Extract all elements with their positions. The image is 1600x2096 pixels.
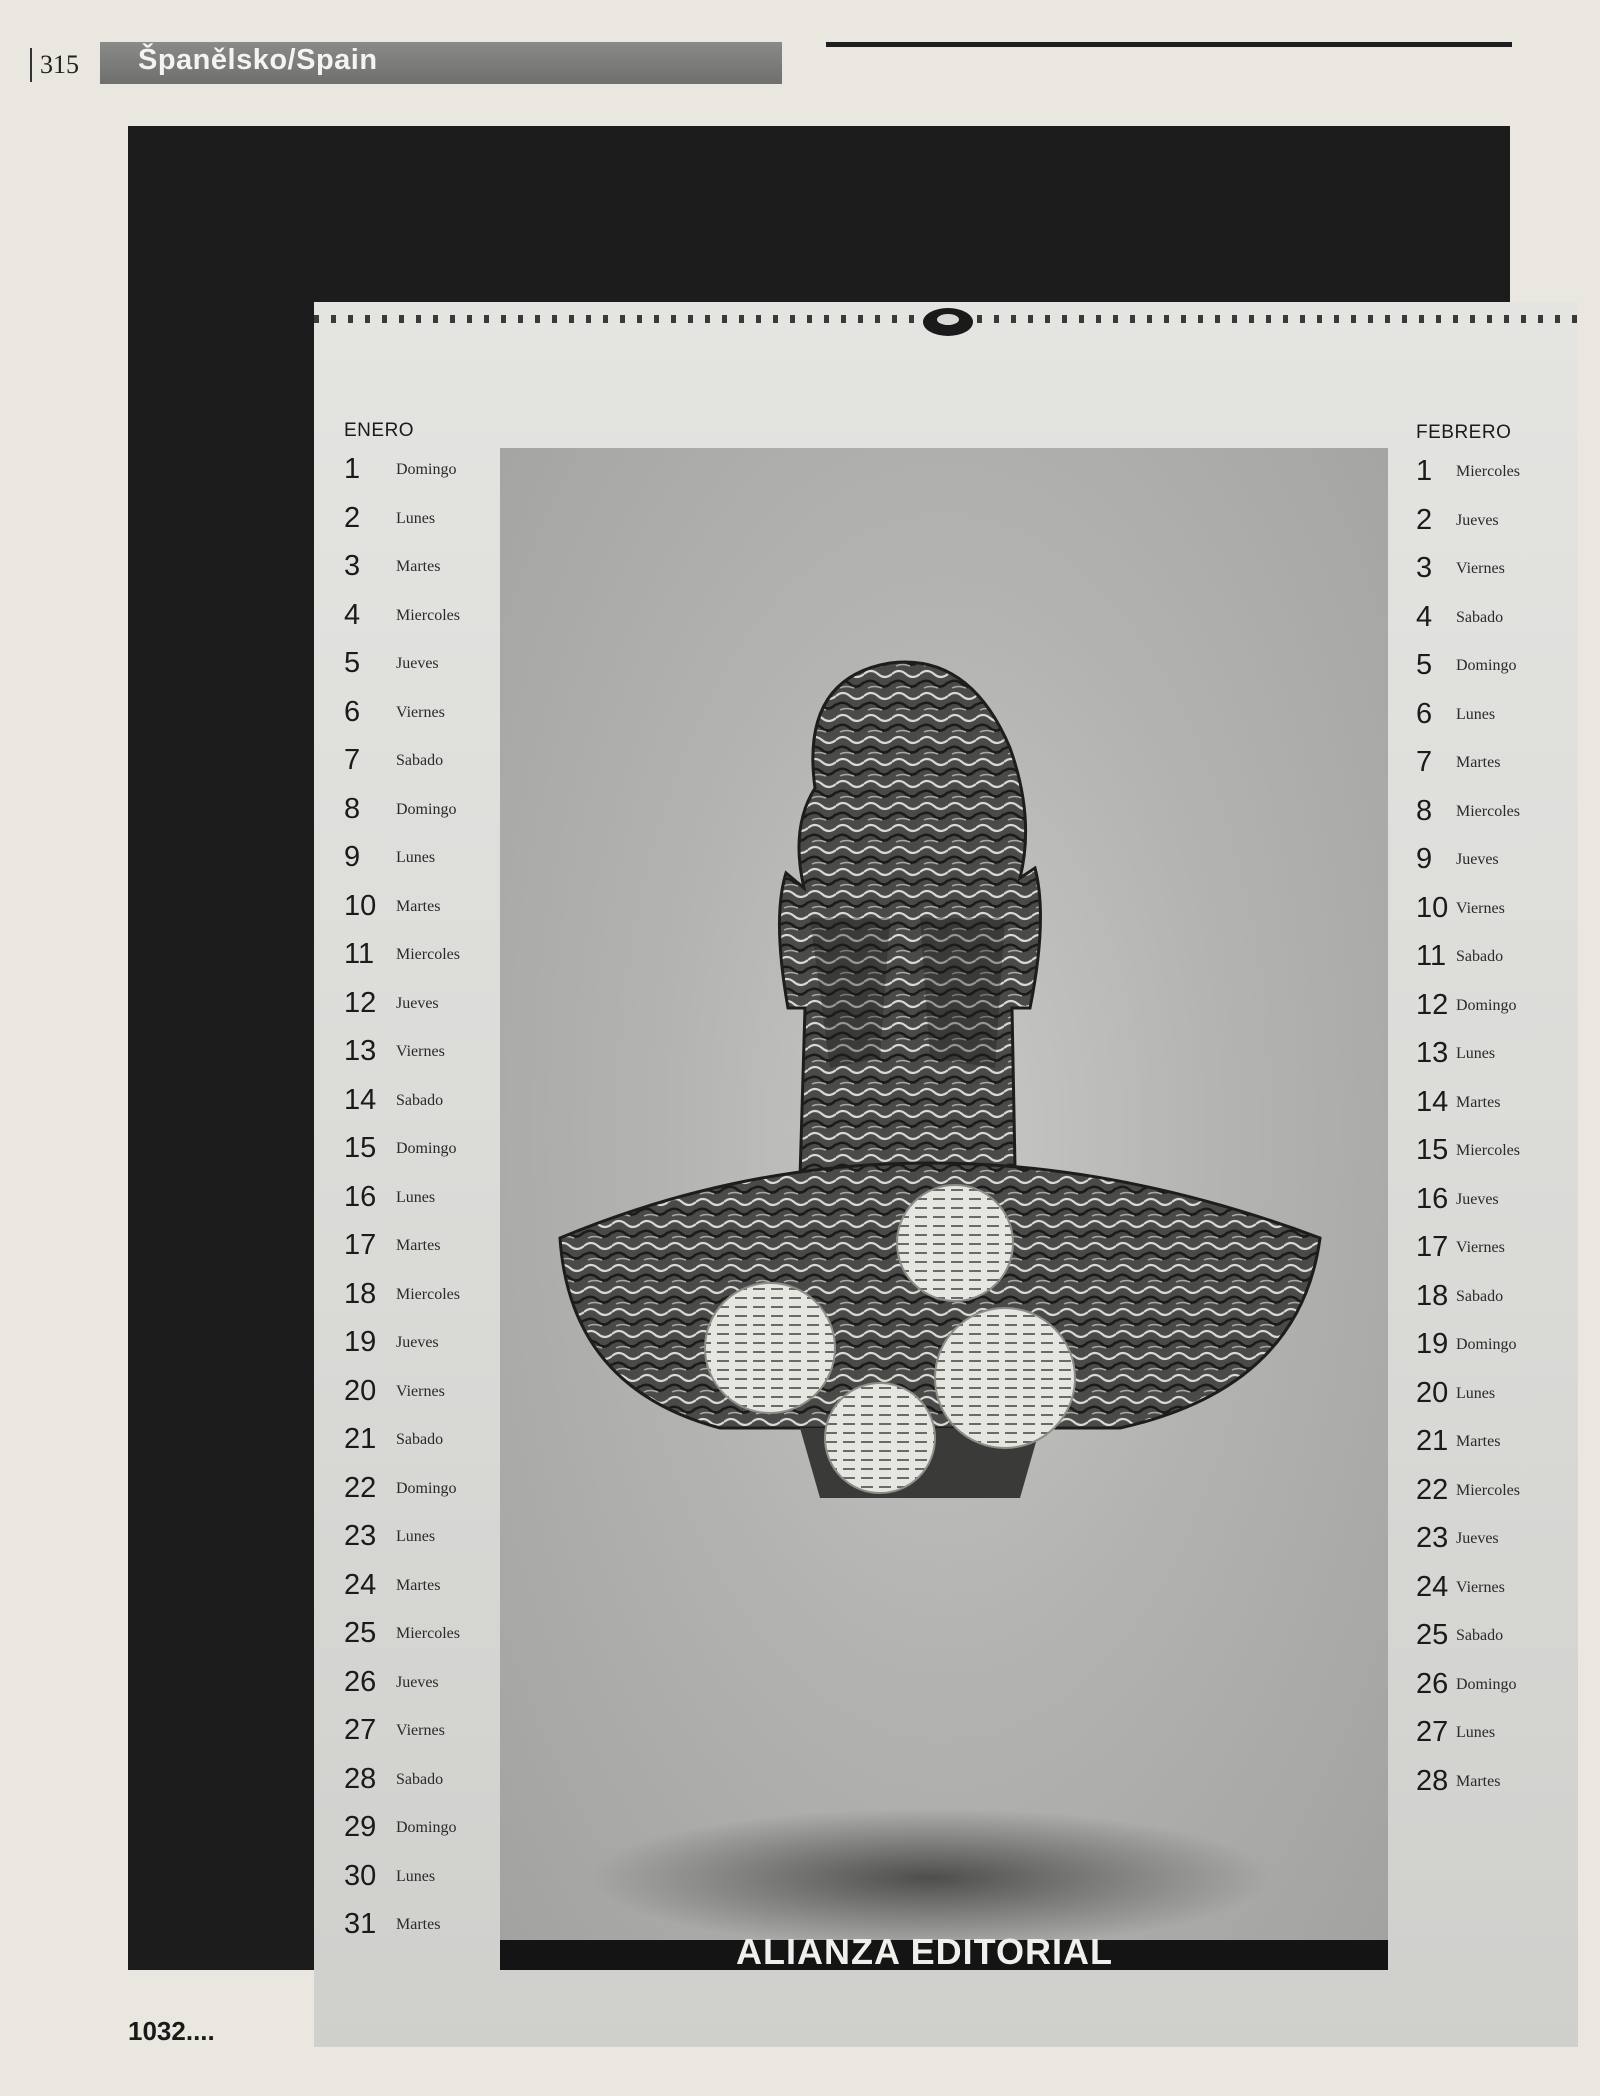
day-name: Martes [396,1576,441,1594]
day-name: Lunes [1456,705,1496,723]
day-number: 13 [1416,1037,1449,1069]
day-number: 28 [1416,1764,1449,1797]
day-row [1416,1667,1566,1716]
day-number: 25 [344,1617,377,1649]
day-name: Viernes [396,1722,445,1739]
day-row [344,743,534,792]
day-row [1416,1715,1566,1764]
day-name: Lunes [1456,1724,1496,1741]
day-row [1416,454,1566,503]
day-name: Domingo [396,461,457,478]
day-number: 9 [344,841,361,873]
day-name: Miercoles [1456,1481,1520,1499]
day-name: Lunes [396,1528,436,1545]
floor-shadow [590,1808,1270,1948]
day-row [344,598,534,647]
day-row [344,792,534,841]
day-number: 29 [344,1811,377,1843]
footer-code: 1032.... [128,2016,215,2046]
day-number: 20 [344,1374,377,1407]
day-row [1416,1424,1566,1473]
day-row [344,1810,534,1859]
day-name: Domingo [396,1140,457,1157]
day-number: 11 [1416,940,1447,972]
day-name: Sabado [396,752,444,769]
day-name: Martes [396,897,441,915]
day-name: Lunes [396,1188,436,1206]
day-row [1416,891,1566,940]
face-shading [920,918,1005,1068]
day-name: Domingo [1456,996,1517,1014]
january-days [344,452,534,1956]
day-row [344,646,534,695]
day-name: Lunes [396,1867,436,1885]
day-row [344,1713,534,1762]
day-row [344,1325,534,1374]
day-name: Viernes [1456,899,1505,917]
day-number: 3 [344,550,361,582]
photo-frame [128,126,1520,1972]
day-number: 5 [344,647,361,679]
day-row [1416,1521,1566,1570]
day-number: 1 [344,453,361,485]
day-row [344,889,534,938]
day-name: Miercoles [396,1285,460,1303]
day-row [344,1228,534,1277]
day-name: Miercoles [1456,1142,1520,1159]
day-number: 2 [344,501,361,534]
day-row [344,1180,534,1229]
day-row [1416,1764,1566,1813]
january-column [344,420,534,1956]
day-number: 10 [1416,891,1449,924]
day-number: 13 [344,1035,377,1067]
day-row [1416,1133,1566,1182]
day-row [1416,1473,1566,1522]
day-number: 18 [344,1277,377,1310]
day-number: 22 [344,1471,377,1504]
day-row [344,1374,534,1423]
day-number: 11 [344,938,375,970]
day-number: 28 [344,1762,377,1795]
header-rule [826,42,1512,47]
brand-text: ALIANZA EDITORIAL [736,1931,1113,1972]
day-name: Sabado [1456,1627,1504,1644]
day-name: Jueves [396,655,439,672]
day-number: 6 [344,695,361,728]
day-name: Lunes [396,849,436,866]
day-row [344,1665,534,1714]
paper-ball [897,1185,1013,1301]
day-name: Viernes [1456,560,1505,577]
day-name: Martes [396,558,441,575]
day-number: 31 [344,1908,377,1940]
day-name: Martes [1456,1093,1501,1111]
day-row [1416,1570,1566,1619]
day-number: 7 [344,744,361,776]
paper-ball [935,1308,1075,1448]
day-row [1416,503,1566,552]
day-name: Martes [1456,1772,1501,1790]
february-days [1416,454,1566,1812]
day-number: 4 [344,598,361,631]
day-number: 26 [1416,1667,1449,1700]
day-number: 16 [1416,1182,1449,1215]
day-number: 23 [1416,1522,1449,1554]
day-name: Lunes [396,509,436,527]
day-row [1416,1230,1566,1279]
day-row [1416,988,1566,1037]
day-number: 25 [1416,1619,1449,1651]
day-row [1416,1327,1566,1376]
calendar-sheet [314,302,1578,2047]
sculpture-illustration [500,448,1388,1958]
day-row [344,1034,534,1083]
day-row [1416,939,1566,988]
day-row [344,1131,534,1180]
day-name: Jueves [396,1334,439,1351]
day-row [344,549,534,598]
day-row [344,1422,534,1471]
day-number: 19 [344,1326,377,1358]
day-row [344,1568,534,1617]
day-name: Domingo [1456,657,1517,674]
day-name: Miercoles [1456,802,1520,820]
paper-ball [705,1283,835,1413]
day-number: 5 [1416,649,1433,681]
month-name-february: FEBRERO [1416,422,1512,443]
day-name: Lunes [1456,1045,1496,1062]
day-number: 16 [344,1180,377,1213]
day-name: Miercoles [396,1625,460,1642]
day-name: Miercoles [396,946,460,963]
day-name: Viernes [396,1382,445,1400]
day-number: 20 [1416,1376,1449,1409]
day-name: Jueves [396,1673,439,1691]
day-name: Martes [1456,754,1501,771]
day-number: 27 [344,1714,377,1746]
day-number: 19 [1416,1328,1449,1360]
day-row [1416,842,1566,891]
day-row [1416,794,1566,843]
day-number: 17 [344,1229,377,1261]
day-name: Sabado [1456,608,1504,626]
day-number: 12 [344,986,377,1019]
paper-ball [825,1383,935,1493]
day-number: 15 [344,1132,377,1164]
day-number: 21 [344,1423,377,1455]
day-name: Jueves [1456,851,1499,868]
day-row [1416,697,1566,746]
day-row [344,452,534,501]
day-number: 8 [344,792,361,825]
hanger-hole-icon [920,305,976,339]
day-number: 8 [1416,794,1433,827]
day-row [344,840,534,889]
day-number: 21 [1416,1425,1449,1457]
day-name: Viernes [1456,1239,1505,1256]
day-number: 26 [344,1665,377,1698]
page-number: 315 [30,48,79,82]
day-name: Miercoles [396,606,460,624]
day-row [1416,600,1566,649]
day-row [344,1519,534,1568]
day-row [1416,745,1566,794]
day-number: 24 [344,1568,377,1601]
month-name-january: ENERO [344,420,415,441]
day-number: 10 [344,889,377,922]
day-name: Domingo [396,1819,457,1836]
day-row [344,986,534,1035]
day-name: Domingo [396,1479,457,1497]
day-number: 14 [344,1083,377,1116]
header-title: Španělsko/Spain [138,44,378,76]
day-number: 3 [1416,552,1433,584]
day-name: Domingo [1456,1336,1517,1353]
day-name: Sabado [1456,948,1504,965]
day-name: Jueves [1456,511,1499,529]
day-number: 18 [1416,1279,1449,1312]
day-number: 12 [1416,988,1449,1021]
day-row [1416,551,1566,600]
day-row [344,937,534,986]
day-row [344,501,534,550]
day-number: 14 [1416,1085,1449,1118]
day-number: 1 [1416,455,1433,487]
day-name: Jueves [1456,1190,1499,1208]
day-number: 23 [344,1520,377,1552]
day-row [344,695,534,744]
day-name: Lunes [1456,1384,1496,1402]
day-number: 17 [1416,1231,1449,1263]
day-number: 2 [1416,503,1433,536]
day-name: Jueves [1456,1530,1499,1547]
day-row [344,1907,534,1956]
february-column [1416,422,1566,1812]
day-number: 7 [1416,746,1433,778]
day-name: Domingo [396,800,457,818]
day-name: Martes [396,1237,441,1254]
day-row [344,1762,534,1811]
day-name: Miercoles [1456,463,1520,480]
day-name: Sabado [396,1091,444,1109]
day-row [344,1859,534,1908]
day-name: Viernes [396,1043,445,1060]
day-number: 27 [1416,1716,1449,1748]
day-row [344,1471,534,1520]
day-row [1416,1036,1566,1085]
day-row [344,1616,534,1665]
day-row [344,1277,534,1326]
photo-area [500,448,1388,1958]
day-number: 15 [1416,1134,1449,1166]
day-number: 4 [1416,600,1433,633]
day-name: Viernes [396,703,445,721]
day-number: 22 [1416,1473,1449,1506]
day-row [344,1083,534,1132]
day-name: Sabado [1456,1287,1504,1305]
day-name: Martes [1456,1433,1501,1450]
day-row [1416,1618,1566,1667]
day-name: Sabado [396,1431,444,1448]
day-number: 9 [1416,843,1433,875]
day-row [1416,1376,1566,1425]
day-name: Jueves [396,994,439,1012]
day-name: Domingo [1456,1675,1517,1693]
day-number: 30 [344,1859,377,1892]
day-number: 24 [1416,1570,1449,1603]
day-name: Martes [396,1916,441,1933]
day-name: Viernes [1456,1578,1505,1596]
day-row [1416,1085,1566,1134]
day-row [1416,1182,1566,1231]
day-number: 6 [1416,697,1433,730]
day-name: Sabado [396,1770,444,1788]
day-row [1416,648,1566,697]
day-row [1416,1279,1566,1328]
